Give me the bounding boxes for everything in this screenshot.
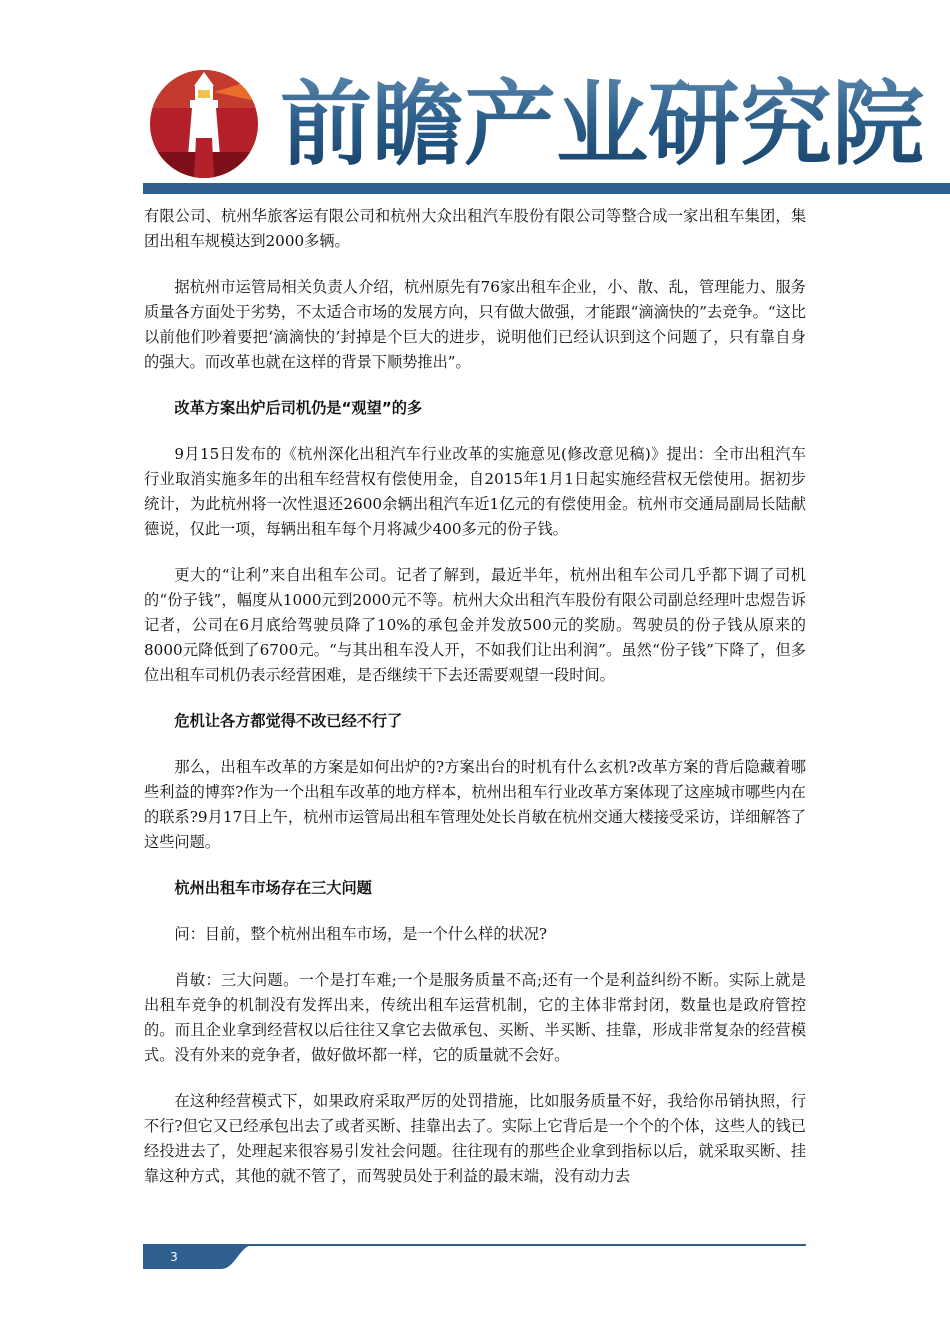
paragraph: 问：目前，整个杭州出租车市场，是一个什么样的状况?: [174, 925, 548, 943]
article-body: [144, 200, 806, 1210]
paragraph: 更大的“让利”来自出租车公司。记者了解到，最近半年，杭州出租车公司几乎都下调了司机的“份子钱”，幅度从1000元到2000元不等。杭州大众出租汽车股份有限公司副总经理叶忠煜告诉记者，公司在6月底给驾驶员降了10%的承包金并发放500元的奖励。驾驶员的份子钱从原来的8000元降低到了6700元。“与其出租车没人开，不如我们让出利润”。虽然“份子钱”下降了，但多位出租车司机仍表示经营困难，是否继续干下去还需要观望一段时间。: [144, 566, 806, 684]
paragraph: 据杭州市运管局相关负责人介绍，杭州原先有76家出租车企业，小、散、乱，管理能力、服务质量各方面处于劣势，不太适合市场的发展方向，只有做大做强，才能跟“滴滴快的”去竞争。“这比以前他们吵着要把‘滴滴快的’封掉是个巨大的进步，说明他们已经认识到这个问题了，只有靠自身的强大。而改革也就在这样的背景下顺势推出”。: [144, 278, 806, 371]
section-heading: 危机让各方都觉得不改已经不行了: [174, 712, 403, 730]
footer-rule: [232, 1244, 806, 1246]
paragraph: 肖敏：三大问题。一个是打车难;一个是服务质量不高;还有一个是利益纠纷不断。实际上就是出租车竞争的机制没有发挥出来，传统出租车运营机制，它的主体非常封闭，数量也是政府管控的。而且企业拿到经营权以后往往又拿它去做承包、买断、半买断、挂靠，形成非常复杂的经营模式。没有外来的竞争者，做好做坏都一样，它的质量就不会好。: [144, 971, 806, 1064]
page-number: 3: [170, 1250, 178, 1264]
page-number-tab: [143, 1244, 253, 1269]
paragraph: 9月15日发布的《杭州深化出租汽车行业改革的实施意见(修改意见稿)》提出：全市出租汽车行业取消实施多年的出租车经营权有偿使用金，自2015年1月1日起实施经营权无偿使用。据初步统计，为此杭州将一次性退还2600余辆出租汽车近1亿元的有偿使用金。杭州市交通局副局长陆献德说，仅此一项，每辆出租车每个月将减少400多元的份子钱。: [144, 445, 806, 538]
page-header: [0, 0, 950, 200]
brand-title: 前瞻产业研究院: [280, 71, 925, 178]
section-heading: 改革方案出炉后司机仍是“观望”的多: [174, 399, 423, 417]
paragraph: 那么，出租车改革的方案是如何出炉的?方案出台的时机有什么玄机?改革方案的背后隐藏着哪些利益的博弈?作为一个出租车改革的地方样本，杭州出租车行业改革方案体现了这座城市哪些内在的联系?9月17日上午，杭州市运管局出租车管理处处长肖敏在杭州交通大楼接受采访，详细解答了这些问题。: [144, 758, 806, 851]
paragraph: 在这种经营模式下，如果政府采取严厉的处罚措施，比如服务质量不好，我给你吊销执照，行不行?但它又已经承包出去了或者买断、挂靠出去了。实际上它背后是一个个的个体，这些人的钱已经投进去了，处理起来很容易引发社会问题。往往现有的那些企业拿到指标以后，就采取买断、挂靠这种方式，其他的就不管了，而驾驶员处于利益的最末端，没有动力去: [144, 1092, 806, 1185]
header-rule: [143, 183, 950, 194]
section-heading: 杭州出租车市场存在三大问题: [174, 879, 372, 897]
lighthouse-icon: [148, 68, 260, 180]
paragraph: 有限公司、杭州华旅客运有限公司和杭州大众出租汽车股份有限公司等整合成一家出租车集团，集团出租车规模达到2000多辆。: [144, 207, 806, 250]
